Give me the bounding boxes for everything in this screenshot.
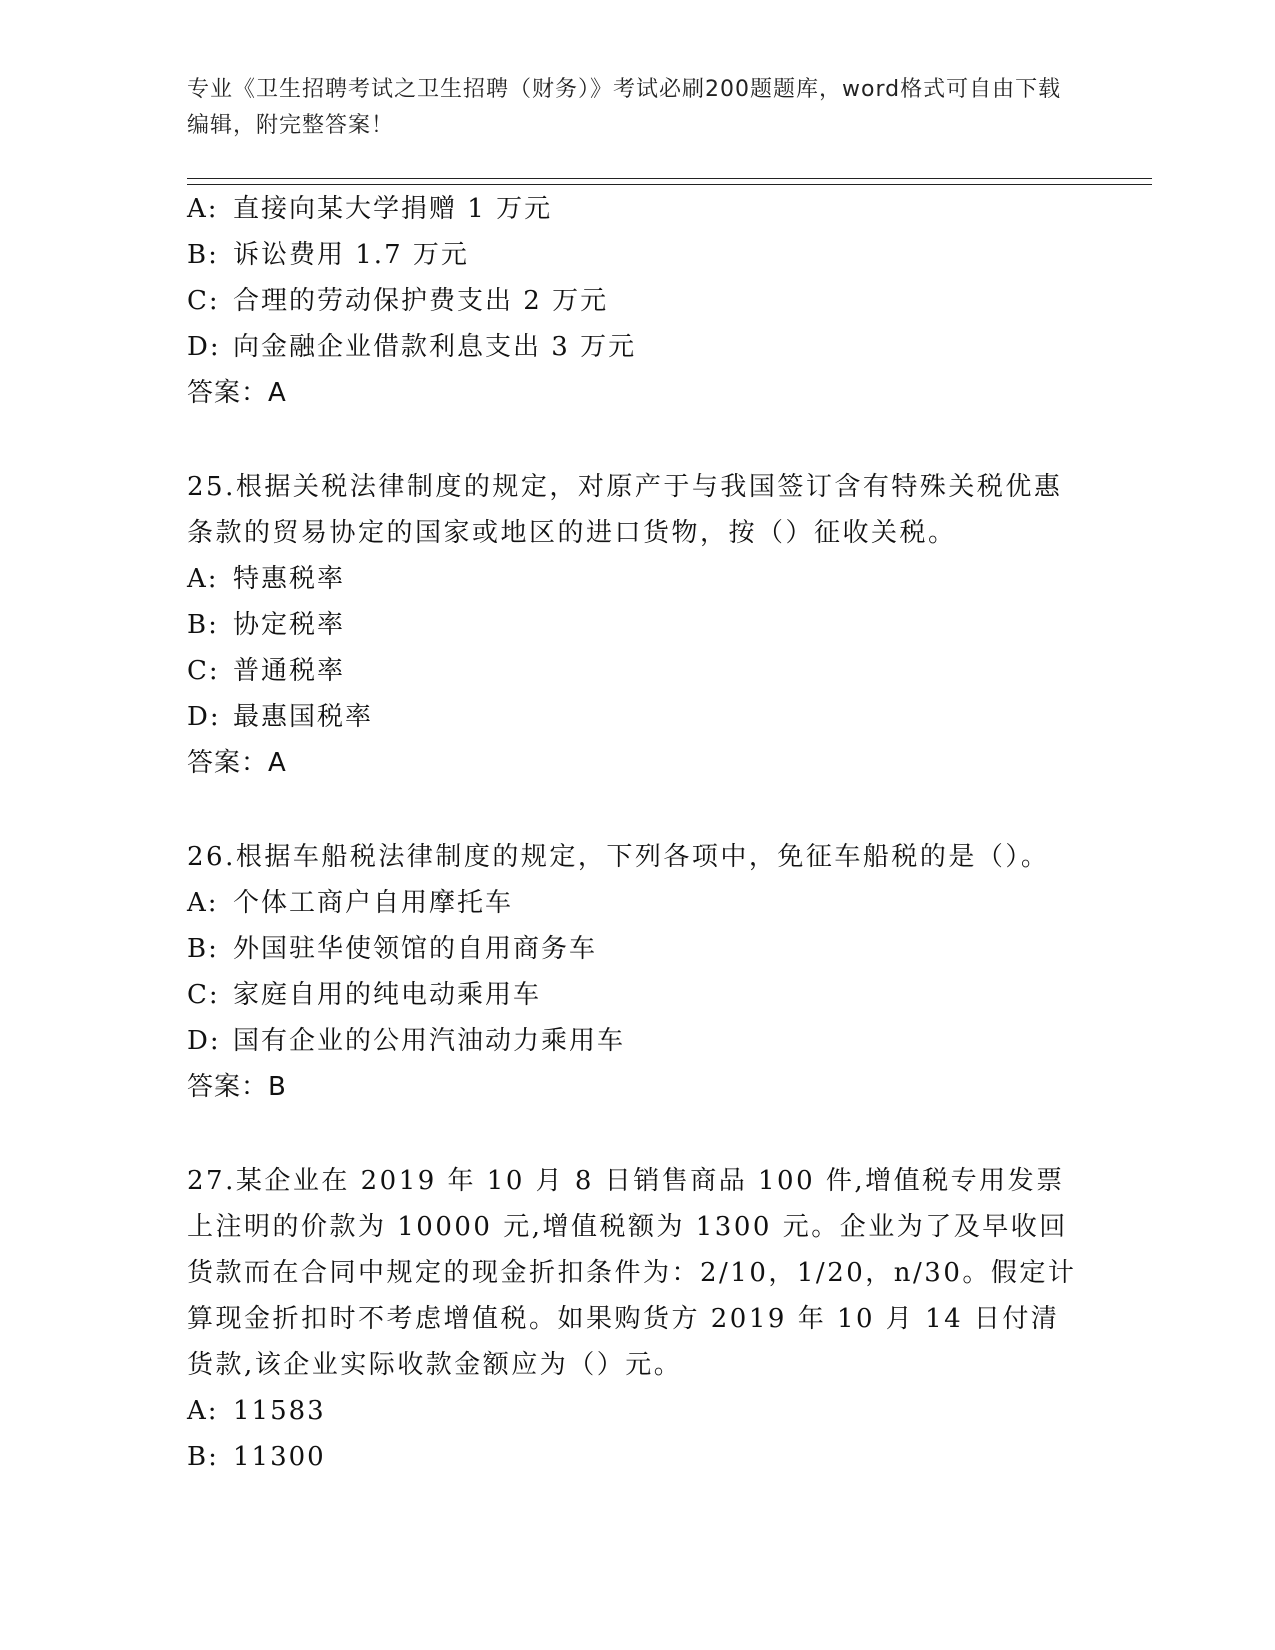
option-text: 家庭自用的纯电动乘用车	[233, 980, 542, 1010]
option-d	[187, 1018, 1087, 1064]
option-d	[187, 694, 1087, 740]
option-d	[187, 324, 1087, 370]
option-a	[187, 1388, 1087, 1434]
option-text: 诉讼费用 1.7 万元	[233, 240, 469, 270]
option-b	[187, 602, 1087, 648]
option-text: 合理的劳动保护费支出 2 万元	[233, 286, 609, 316]
option-a	[187, 556, 1087, 602]
option-b	[187, 926, 1087, 972]
question-block-25	[187, 464, 1087, 786]
option-text: 外国驻华使领馆的自用商务车	[233, 934, 598, 964]
option-text: 11583	[233, 1396, 326, 1426]
question-block-26	[187, 834, 1087, 1110]
option-text: 特惠税率	[233, 564, 346, 594]
option-text: 国有企业的公用汽油动力乘用车	[233, 1026, 626, 1056]
option-text: 向金融企业借款利息支出 3 万元	[233, 332, 637, 362]
option-text: 最惠国税率	[233, 702, 374, 732]
question-text: 25.根据关税法律制度的规定，对原产于与我国签订含有特殊关税优惠条款的贸易协定的国家或地区的进口货物，按（）征收关税。	[187, 472, 1063, 548]
question-text: 26.根据车船税法律制度的规定，下列各项中，免征车船税的是（）。	[187, 842, 1050, 872]
option-key: A:	[187, 1396, 219, 1426]
header-divider-bottom	[187, 184, 1152, 185]
option-b	[187, 232, 1087, 278]
option-key: D:	[187, 1026, 221, 1056]
option-key: C:	[187, 656, 220, 686]
document-body	[187, 186, 1087, 1480]
option-a	[187, 186, 1087, 232]
option-a	[187, 880, 1087, 926]
option-key: D:	[187, 702, 221, 732]
option-c	[187, 278, 1087, 324]
question-block-27	[187, 1158, 1087, 1480]
option-key: A:	[187, 194, 219, 224]
option-text: 个体工商户自用摩托车	[233, 888, 514, 918]
header-divider-top	[187, 178, 1152, 179]
option-b	[187, 1434, 1087, 1480]
option-key: A:	[187, 888, 219, 918]
option-key: B:	[187, 610, 219, 640]
option-text: 11300	[233, 1442, 326, 1472]
option-key: B:	[187, 934, 219, 964]
option-text: 直接向某大学捐赠 1 万元	[233, 194, 553, 224]
question-block-24	[187, 186, 1087, 416]
option-c	[187, 648, 1087, 694]
option-key: A:	[187, 564, 219, 594]
answer-line: 答案：B	[187, 1072, 287, 1102]
answer-line: 答案：A	[187, 378, 287, 408]
option-key: C:	[187, 286, 220, 316]
option-key: C:	[187, 980, 220, 1010]
answer-line: 答案：A	[187, 748, 287, 778]
document-header: 专业《卫生招聘考试之卫生招聘（财务）》考试必刷200题题库，word格式可自由下载编辑，附完整答案！	[187, 77, 1062, 138]
option-key: B:	[187, 240, 219, 270]
option-key: B:	[187, 1442, 219, 1472]
option-text: 协定税率	[233, 610, 346, 640]
option-key: D:	[187, 332, 221, 362]
option-c	[187, 972, 1087, 1018]
question-text: 27.某企业在 2019 年 10 月 8 日销售商品 100 件,增值税专用发票上注明的价款为 10000 元,增值税额为 1300 元。企业为了及早收回货款而在合同中规定的现金折扣条件为：2/10，1/20，n/30。假定计算现金折扣时不考虑增值税。如果购货方 2019 年 10 月 14 日付清货款,该企业实际收款金额应为（）元。	[187, 1166, 1077, 1380]
option-text: 普通税率	[233, 656, 346, 686]
